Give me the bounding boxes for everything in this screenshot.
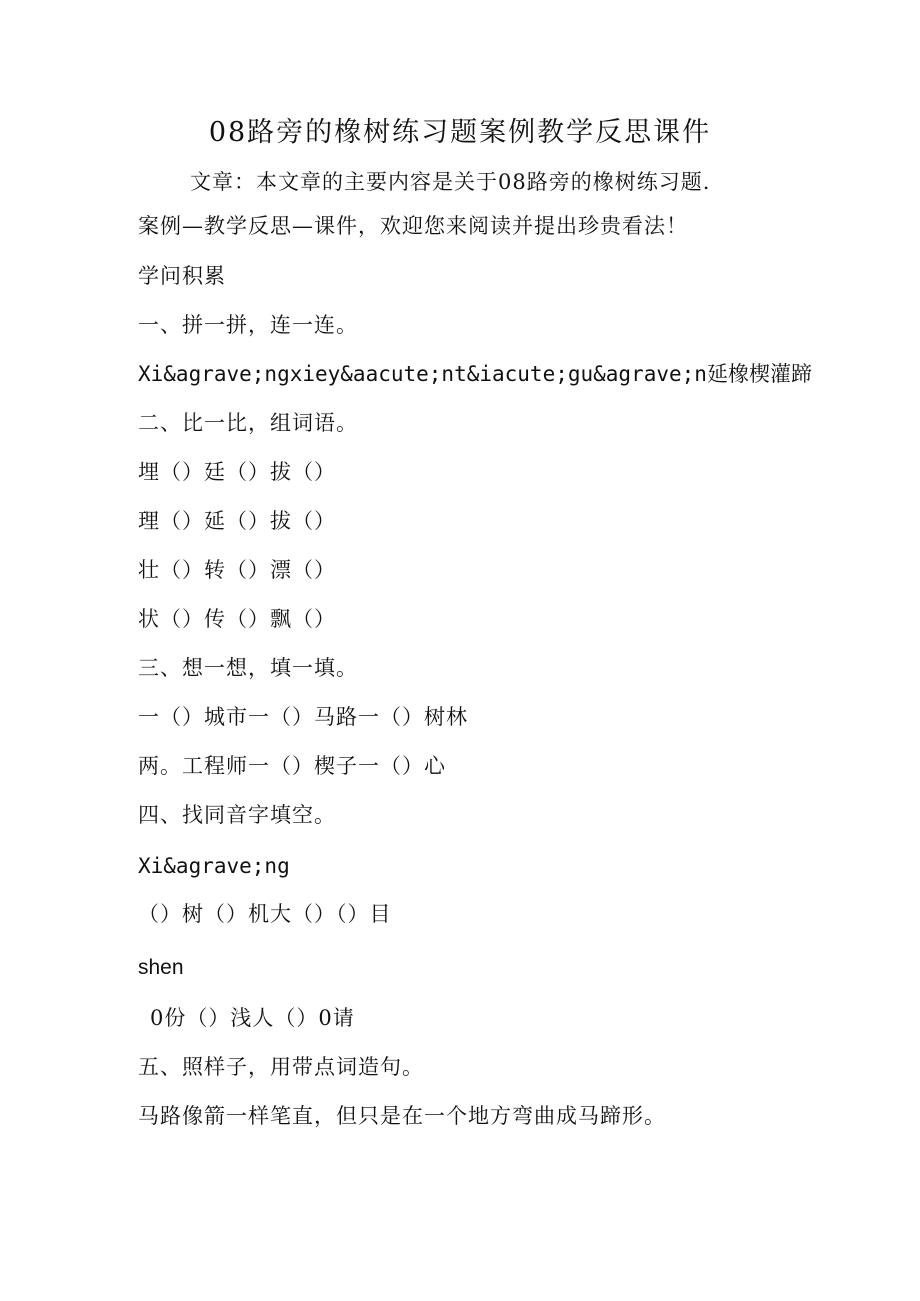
question-3-row: 一（）城市一（）马路一（）树林 — [138, 705, 468, 729]
question-1-content: Xi&agrave;ngxiey&aacute;nt&iacute;gu&agrave;n延橡楔灌蹄 — [138, 362, 812, 386]
question-4-row: 0份（）浅人（）0请 — [150, 1006, 355, 1030]
question-5-heading: 五、照样子，用带点词造句。 — [138, 1055, 424, 1079]
question-2-heading: 二、比一比，组词语。 — [138, 411, 358, 435]
question-1-heading: 一、拼一拼，连一连。 — [138, 313, 358, 337]
question-4-heading: 四、找同音字填空。 — [138, 803, 336, 827]
question-4-pinyin: shen — [138, 956, 184, 979]
question-2-row: 理（）延（）拔（） — [138, 509, 336, 533]
question-2-row: 壮（）转（）漂（） — [138, 558, 336, 582]
question-5-example: 马路像箭一样笔直，但只是在一个地方弯曲成马蹄形。 — [138, 1104, 666, 1128]
section-heading: 学问积累 — [138, 264, 226, 288]
question-2-row: 状（）传（）飘（） — [138, 607, 336, 631]
intro-line-1: 文章：本文章的主要内容是关于08路旁的橡树练习题. — [190, 170, 711, 194]
question-3-heading: 三、想一想，填一填。 — [138, 656, 358, 680]
intro-line-2: 案例—教学反思—课件，欢迎您来阅读并提出珍贵看法！ — [138, 214, 688, 238]
question-3-row: 两。工程师一（）楔子一（）心 — [138, 754, 446, 778]
document-title: 08路旁的橡树练习题案例教学反思课件 — [208, 117, 712, 148]
question-2-row: 埋（）廷（）拔（） — [138, 460, 336, 484]
question-4-pinyin: Xi&agrave;ng — [138, 854, 290, 878]
question-4-row: （）树（）机大（）（）目 — [138, 902, 392, 926]
